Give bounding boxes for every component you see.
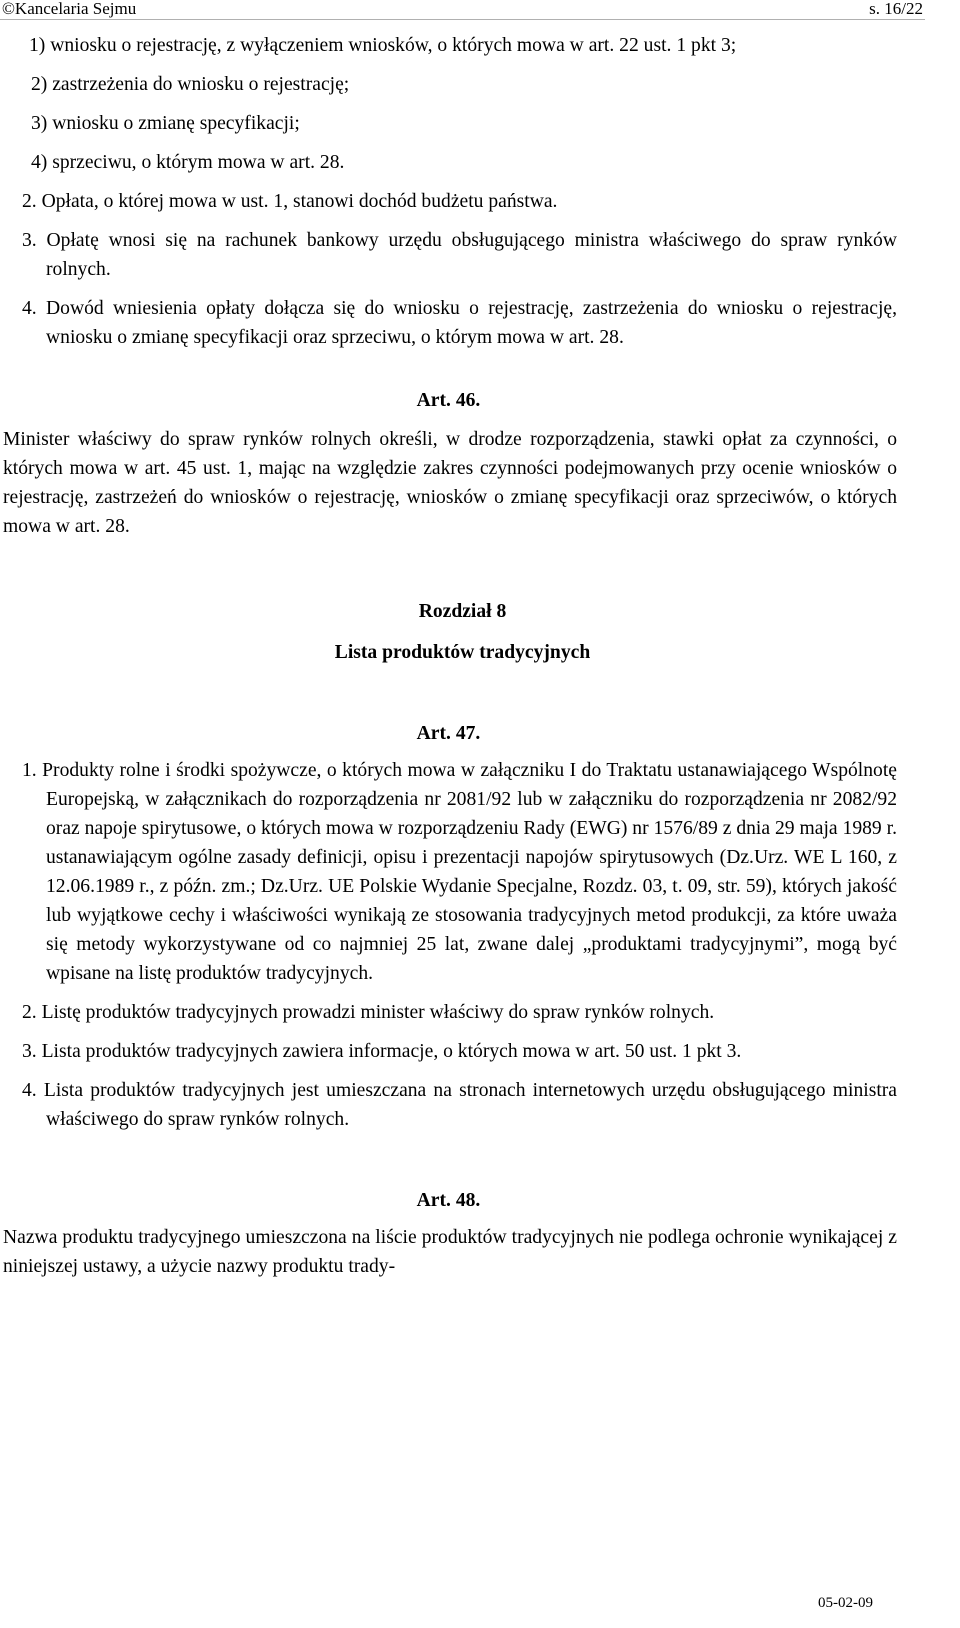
article-point: 2. Opłata, o której mowa w ust. 1, stanowi dochód budżetu państwa. (22, 191, 558, 212)
spacer (0, 541, 925, 597)
article-text: Minister właściwy do spraw rynków rolnych określi, w drodze rozporządzenia, stawki opłat za czynności, o których mowa w art. 45 ust. 1, mając na względzie zakres czynności podejmowanych przy ocenie wniosków o rejestrację, zastrzeżeń do wniosków o rejestrację, wniosków o zmianę specyfikacji oraz sprzeciwów, o których mowa w art. 28. (3, 429, 897, 537)
list-item: 2) zastrzeżenia do wniosku o rejestrację; (31, 74, 350, 95)
header-page-number: s. 16/22 (869, 0, 923, 18)
list-item: 1) wniosku o rejestrację, z wyłączeniem wniosków, o których mowa w art. 22 ust. 1 pkt 3; (29, 35, 737, 56)
chapter-number: Rozdział 8 (418, 601, 507, 622)
header-publisher: ©Kancelaria Sejmu (2, 0, 137, 18)
article-heading: Art. 48. (416, 1190, 481, 1211)
article-point: 3. Opłatę wnosi się na rachunek bankowy urzędu obsługującego ministra właściwego do spraw rynków rolnych. (22, 230, 897, 280)
page-header (0, 0, 960, 20)
spacer (0, 352, 925, 386)
article-heading: Art. 46. (416, 390, 481, 411)
spacer (0, 1134, 925, 1186)
article-point: 2. Listę produktów tradycyjnych prowadzi minister właściwy do spraw rynków rolnych. (22, 1002, 715, 1023)
spacer (0, 1215, 925, 1223)
spacer (0, 626, 925, 638)
article-point: 4. Lista produktów tradycyjnych jest umieszczana na stronach internetowych urzędu obsługującego ministra właściwego do spraw rynków rolnych. (22, 1080, 897, 1130)
document-body (0, 31, 925, 1281)
article-point: 1. Produkty rolne i środki spożywcze, o których mowa w załączniku I do Traktatu ustanawiającego Wspólnotę Europejską, w załącznikach do rozporządzenia nr 2081/92 lub w załączniku do rozporządzenia nr 2082/92 oraz napoje spirytusowe, o których mowa w rozporządzeniu Rady (EWG) nr 1576/89 z dnia 29 maja 1989 r. ustanawiającym ogólne zasady definicji, opisu i prezentacji napojów spirytusowych (Dz.Urz. WE L 160, z 12.06.1989 r., z późn. zm.; Dz.Urz. UE Polskie Wydanie Specjalne, Rozdz. 03, t. 09, str. 59), których jakość lub wyjątkowe cechy i właściwości wynikają ze stosowania tradycyjnych metod produkcji, za które uważa się metody wykorzystywane od co najmniej 25 lat, zwane dalej „produktami tradycyjnymi”, mogą być wpisane na listę produktów tradycyjnych. (22, 760, 897, 984)
article-point: 3. Lista produktów tradycyjnych zawiera informacje, o których mowa w art. 50 ust. 1 pkt 3. (22, 1041, 742, 1062)
header-divider (0, 19, 925, 20)
spacer (0, 667, 925, 719)
article-point: 4. Dowód wniesienia opłaty dołącza się do wniosku o rejestrację, zastrzeżenia do wniosku o rejestrację, wniosku o zmianę specyfikacji oraz sprzeciwu, o którym mowa w art. 28. (22, 298, 897, 348)
list-item: 4) sprzeciwu, o którym mowa w art. 28. (31, 152, 345, 173)
article-heading: Art. 47. (416, 723, 481, 744)
spacer (0, 748, 925, 756)
chapter-title: Lista produktów tradycyjnych (334, 642, 591, 663)
page-footer-date: 05-02-09 (818, 1595, 873, 1611)
article-text: Nazwa produktu tradycyjnego umieszczona na liście produktów tradycyjnych nie podlega ochronie wynikającej z niniejszej ustawy, a użycie nazwy produktu trady- (3, 1227, 897, 1277)
spacer (0, 415, 925, 425)
list-item: 3) wniosku o zmianę specyfikacji; (31, 113, 300, 134)
